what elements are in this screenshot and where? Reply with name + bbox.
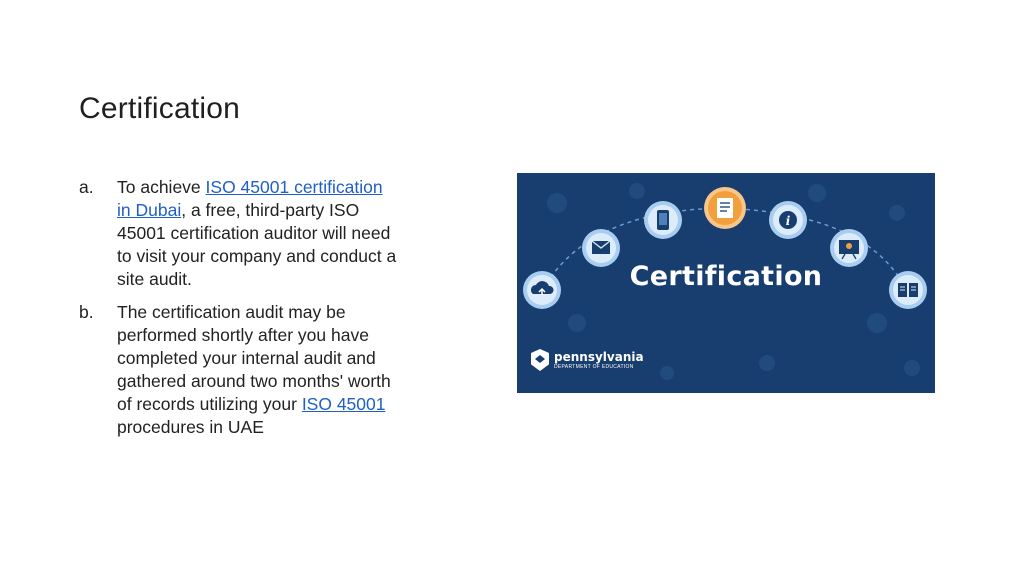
logo-name: pennsylvania — [554, 349, 644, 364]
list-item — [79, 176, 399, 291]
slide-title: Certification — [79, 92, 240, 125]
text-segment: To achieve — [117, 177, 206, 197]
iso-45001-link[interactable]: ISO 45001 — [301, 394, 386, 414]
certificate-icon — [704, 187, 746, 229]
phone-icon — [644, 201, 682, 239]
iso-certification-dubai-link[interactable]: ISO 45001 certification in Dubai — [117, 177, 383, 220]
text-segment: , a free, third-party ISO 45001 certification auditor will need to visit your company and conduct a site audit. — [117, 200, 397, 289]
text-segment: procedures in UAE — [117, 417, 264, 437]
certification-image — [517, 173, 935, 393]
keystone-icon — [531, 349, 549, 371]
banner-heading: Certification — [629, 261, 823, 292]
list-item-text — [117, 301, 399, 439]
list-marker: b. — [79, 302, 94, 322]
svg-text:i: i — [785, 214, 791, 228]
list-item-text — [117, 176, 399, 291]
bullet-list — [79, 176, 399, 449]
list-marker: a. — [79, 177, 94, 197]
logo-text — [554, 351, 644, 370]
pennsylvania-logo — [531, 349, 644, 371]
info-icon — [769, 201, 807, 239]
list-item — [79, 301, 399, 439]
text-segment: The certification audit may be performed shortly after you have completed your internal audit and gathered around two months' worth of records utilizing your — [117, 302, 391, 414]
logo-dept: DEPARTMENT OF EDUCATION — [554, 363, 634, 370]
